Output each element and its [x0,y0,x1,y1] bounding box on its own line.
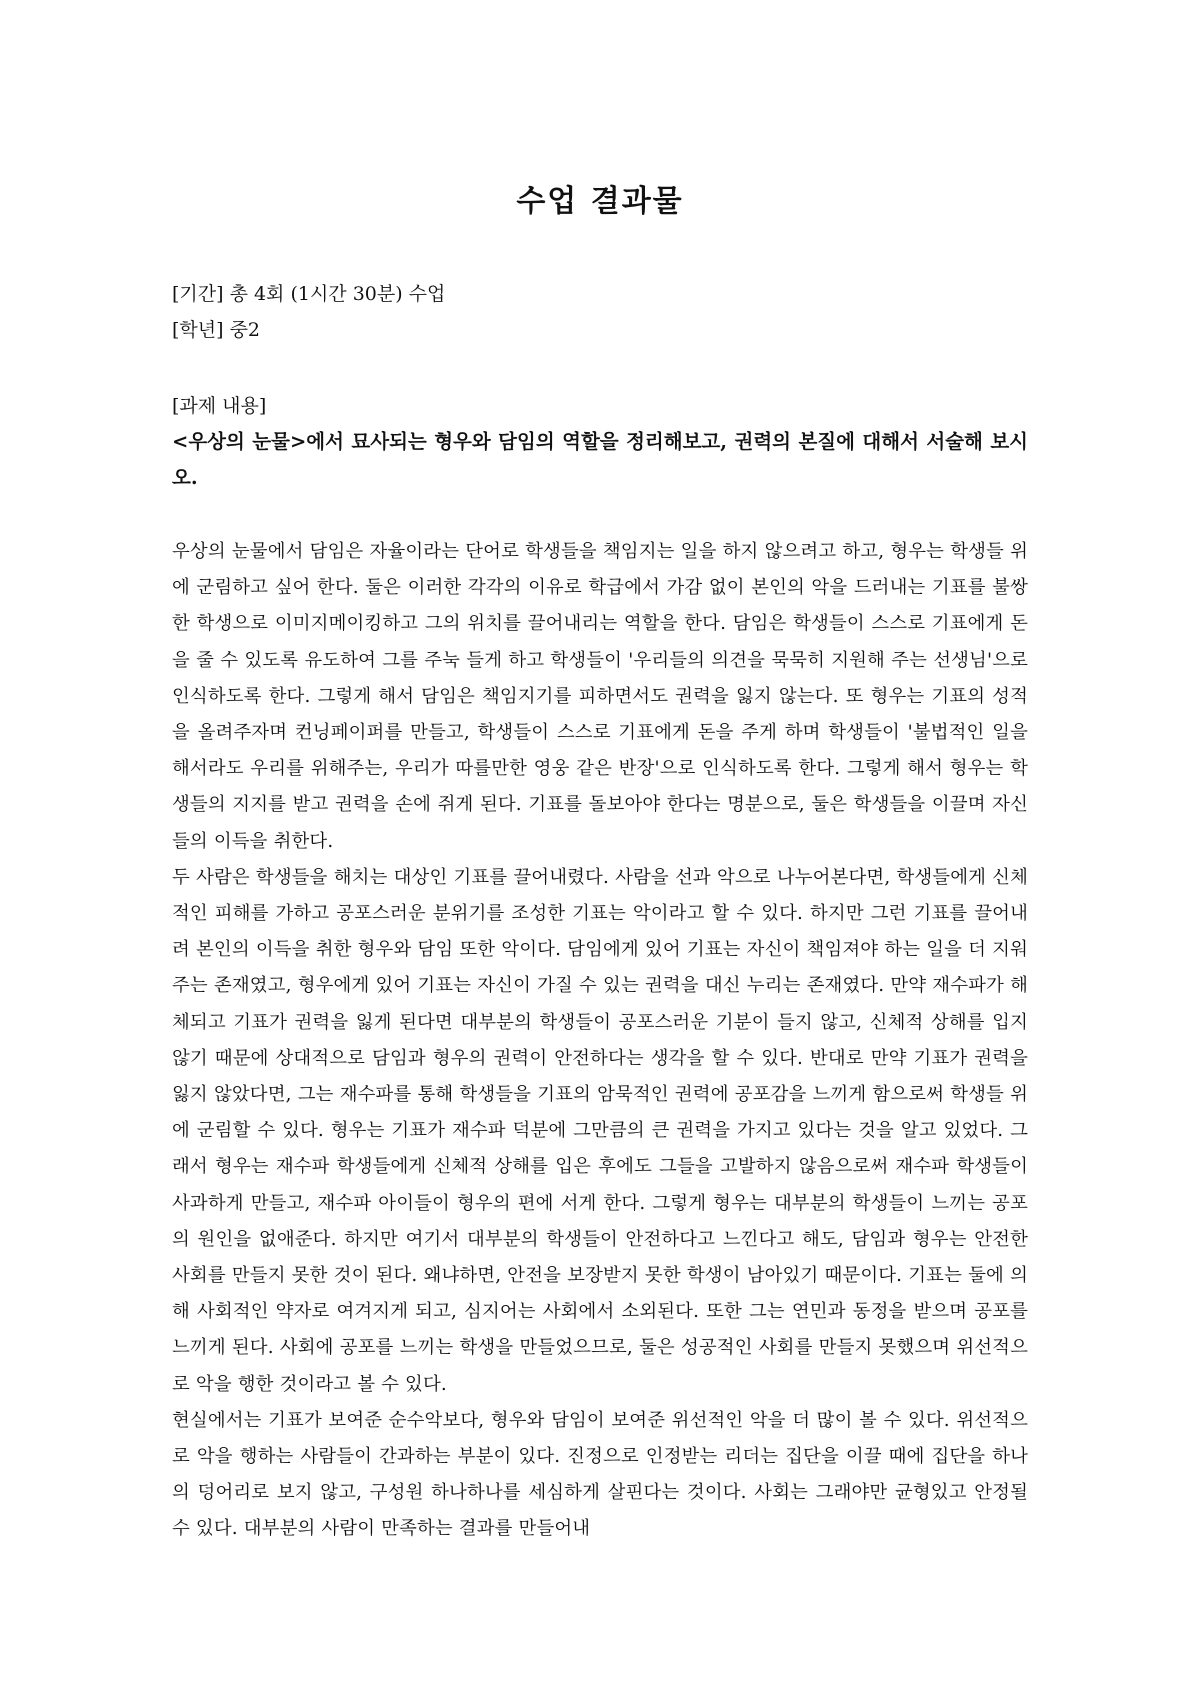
essay-paragraph-1: 우상의 눈물에서 담임은 자율이라는 단어로 학생들을 책임지는 일을 하지 않으려고 하고, 형우는 학생들 위에 군림하고 싶어 한다. 둘은 이러한 각각의 이유로 학급에서 가감 없이 본인의 악을 드러내는 기표를 불쌍한 학생으로 이미지메이킹하고 그의 위치를 끌어내리는 역할을 한다. 담임은 학생들이 스스로 기표에게 돈을 줄 수 있도록 유도하여 그를 주눅 들게 하고 학생들이 '우리들의 의견을 묵묵히 지원해 주는 선생님'으로 인식하도록 한다. 그렇게 해서 담임은 책임지기를 피하면서도 권력을 잃지 않는다. 또 형우는 기표의 성적을 올려주자며 컨닝페이퍼를 만들고, 학생들이 스스로 기표에게 돈을 주게 하며 학생들이 '불법적인 일을 해서라도 우리를 위해주는, 우리가 따를만한 영웅 같은 반장'으로 인식하도록 한다. 그렇게 해서 형우는 학생들의 지지를 받고 권력을 손에 쥐게 된다. 기표를 돌보아야 한다는 명분으로, 둘은 학생들을 이끌며 자신들의 이득을 취한다. [172,541,1028,852]
essay-paragraph-3: 현실에서는 기표가 보여준 순수악보다, 형우와 담임이 보여준 위선적인 악을 더 많이 볼 수 있다. 위선적으로 악을 행하는 사람들이 간과하는 부분이 있다. 진정으로 인정받는 리더는 집단을 이끌 때에 집단을 하나의 덩어리로 보지 않고, 구성원 하나하나를 세심하게 살핀다는 것이다. 사회는 그래야만 균형있고 안정될 수 있다. 대부분의 사람이 만족하는 결과를 만들어내 [172,1409,1028,1540]
period-line: [기간] 총 4회 (1시간 30분) 수업 [172,283,446,305]
essay-body [172,534,1028,1548]
task-label: [과제 내용] [172,395,267,417]
grade-line: [학년] 중2 [172,319,261,341]
document-title: 수업 결과물 [516,184,684,219]
essay-paragraph-2: 두 사람은 학생들을 해치는 대상인 기표를 끌어내렸다. 사람을 선과 악으로 나누어본다면, 학생들에게 신체적인 피해를 가하고 공포스러운 분위기를 조성한 기표는 악이라고 할 수 있다. 하지만 그런 기표를 끌어내려 본인의 이득을 취한 형우와 담임 또한 악이다. 담임에게 있어 기표는 자신이 책임져야 하는 일을 더 지워주는 존재였고, 형우에게 있어 기표는 자신이 가질 수 있는 권력을 대신 누리는 존재였다. 만약 재수파가 해체되고 기표가 권력을 잃게 된다면 대부분의 학생들이 공포스러운 기분이 들지 않고, 신체적 상해를 입지 않기 때문에 상대적으로 담임과 형우의 권력이 안전하다는 생각을 할 수 있다. 반대로 만약 기표가 권력을 잃지 않았다면, 그는 재수파를 통해 학생들을 기표의 암묵적인 권력에 공포감을 느끼게 함으로써 학생들 위에 군림할 수 있다. 형우는 기표가 재수파 덕분에 그만큼의 큰 권력을 가지고 있다는 것을 알고 있었다. 그래서 형우는 재수파 학생들에게 신체적 상해를 입은 후에도 그들을 고발하지 않음으로써 재수파 학생들이 사과하게 만들고, 재수파 아이들이 형우의 편에 서게 한다. 그렇게 형우는 대부분의 학생들이 느끼는 공포의 원인을 없애준다. 하지만 여기서 대부분의 학생들이 안전하다고 느낀다고 해도, 담임과 형우는 안전한 사회를 만들지 못한 것이 된다. 왜냐하면, 안전을 보장받지 못한 학생이 남아있기 때문이다. 기표는 둘에 의해 사회적인 약자로 여겨지게 되고, 심지어는 사회에서 소외된다. 또한 그는 연민과 동정을 받으며 공포를 느끼게 된다. 사회에 공포를 느끼는 학생을 만들었으므로, 둘은 성공적인 사회를 만들지 못했으며 위선적으로 악을 행한 것이라고 볼 수 있다. [172,866,1028,1395]
task-text: <우상의 눈물>에서 묘사되는 형우와 담임의 역할을 정리해보고, 권력의 본질에 대해서 서술해 보시오. [172,430,1028,489]
